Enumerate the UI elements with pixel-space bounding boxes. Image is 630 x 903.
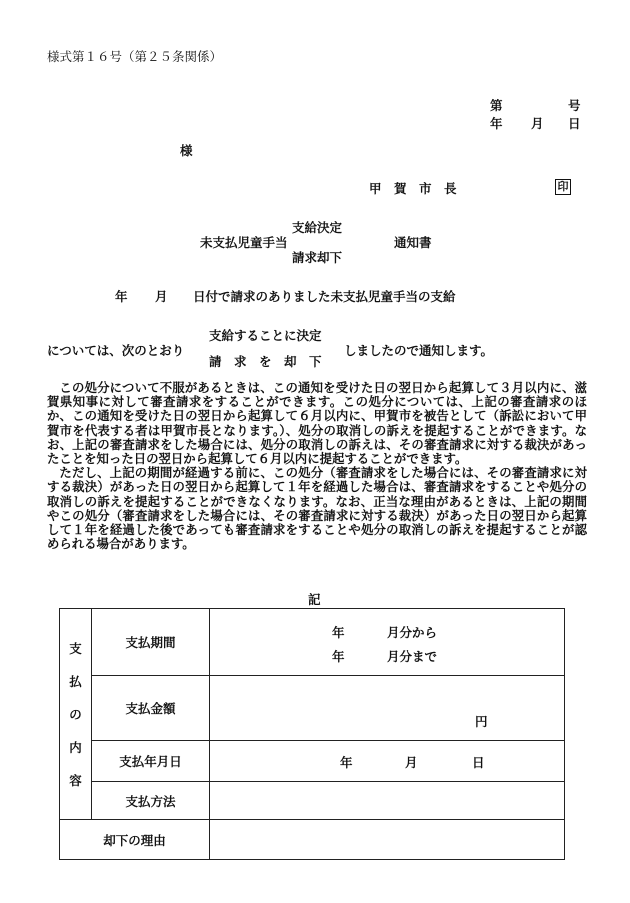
issuer: 甲 賀 市 長 — [369, 181, 457, 196]
period-label: 支払期間 — [92, 609, 210, 676]
payment-date-month: 月 — [405, 755, 418, 770]
date-day: 日 — [568, 116, 581, 131]
intro-year: 年 — [115, 289, 128, 304]
amount-unit: 円 — [475, 714, 488, 729]
period-cell[interactable] — [210, 609, 565, 676]
payment-table — [59, 608, 565, 860]
seal-label: 印 — [557, 180, 569, 193]
title-left: 未支払児童手当 — [200, 235, 288, 250]
amount-cell[interactable] — [210, 676, 565, 741]
intro-option-reject: 請 求 を 却 下 — [209, 354, 322, 369]
period-to: 月分まで — [387, 649, 438, 664]
doc-number-suffix: 号 — [568, 98, 581, 113]
date-year: 年 — [490, 116, 503, 131]
intro-option-grant: 支給することに決定 — [209, 328, 322, 343]
payment-date-day: 日 — [472, 755, 485, 770]
rejection-label: 却下の理由 — [60, 820, 210, 860]
notice-paragraph-2: ただし、上記の期間が経過する前に、この処分（審査請求をした場合には、その審査請求に対する裁決）があった日の翌日から起算して１年を経過した場合は、審査請求をすることや処分の取消しの訴えを提起することができなくなります。なお、正当な理由があるときは、上記の期間やこの処分（審査請求をした場合には、その審査請求に対する裁決）があった日の翌日から起算して１年を経過した後であっても審査請求をすることや処分の取消しの訴えを提起することが認められる場合があります。 — [47, 465, 587, 552]
period-from: 月分から — [387, 625, 438, 640]
addressee-suffix: 様 — [180, 143, 193, 158]
amount-label: 支払金額 — [92, 676, 210, 741]
method-label: 支払方法 — [92, 782, 210, 820]
group-char-2: 払 — [69, 673, 82, 689]
notice-block — [47, 381, 587, 551]
group-char-4: 内 — [69, 739, 82, 755]
title-right: 通知書 — [394, 235, 432, 250]
method-cell[interactable] — [210, 782, 565, 820]
period-year-2: 年 — [332, 649, 345, 664]
payment-group-label — [60, 609, 92, 820]
date-cell[interactable] — [210, 741, 565, 782]
intro-prefix: については、次のとおり — [47, 343, 185, 358]
form-number: 様式第１６号（第２５条関係） — [47, 49, 223, 64]
group-char-3: の — [69, 706, 82, 722]
notice-paragraph-1: この処分について不服があるときは、この通知を受けた日の翌日から起算して３月以内に、滋賀県知事に対して審査請求をすることができます。この処分については、上記の審査請求のほか、この通知を受けた日の翌日から起算して６月以内に、甲賀市を被告として（訴訟において甲賀市を代表する者は甲賀市長となります。）、処分の取消しの訴えを提起することができます。なお、上記の審査請求をした場合には、処分の取消しの訴えは、その審査請求に対する裁決があったことを知った日の翌日から起算して６月以内に提起することができます。 — [47, 380, 587, 467]
doc-number-prefix: 第 — [490, 98, 503, 113]
intro-suffix: しましたので通知します。 — [344, 343, 494, 358]
group-char-5: 容 — [69, 772, 82, 788]
date-label: 支払年月日 — [92, 741, 210, 782]
title-option-rejection: 請求却下 — [292, 250, 343, 265]
date-month: 月 — [531, 116, 544, 131]
group-char-1: 支 — [69, 640, 82, 656]
intro-month: 月 — [155, 289, 168, 304]
rejection-cell[interactable] — [210, 820, 565, 860]
title-option-decision: 支給決定 — [292, 220, 343, 235]
payment-date-year: 年 — [340, 755, 353, 770]
record-heading: 記 — [308, 592, 321, 607]
seal-stamp — [555, 179, 571, 195]
period-year-1: 年 — [332, 625, 345, 640]
intro-text: 日付で請求のありました未支払児童手当の支給 — [193, 289, 456, 304]
